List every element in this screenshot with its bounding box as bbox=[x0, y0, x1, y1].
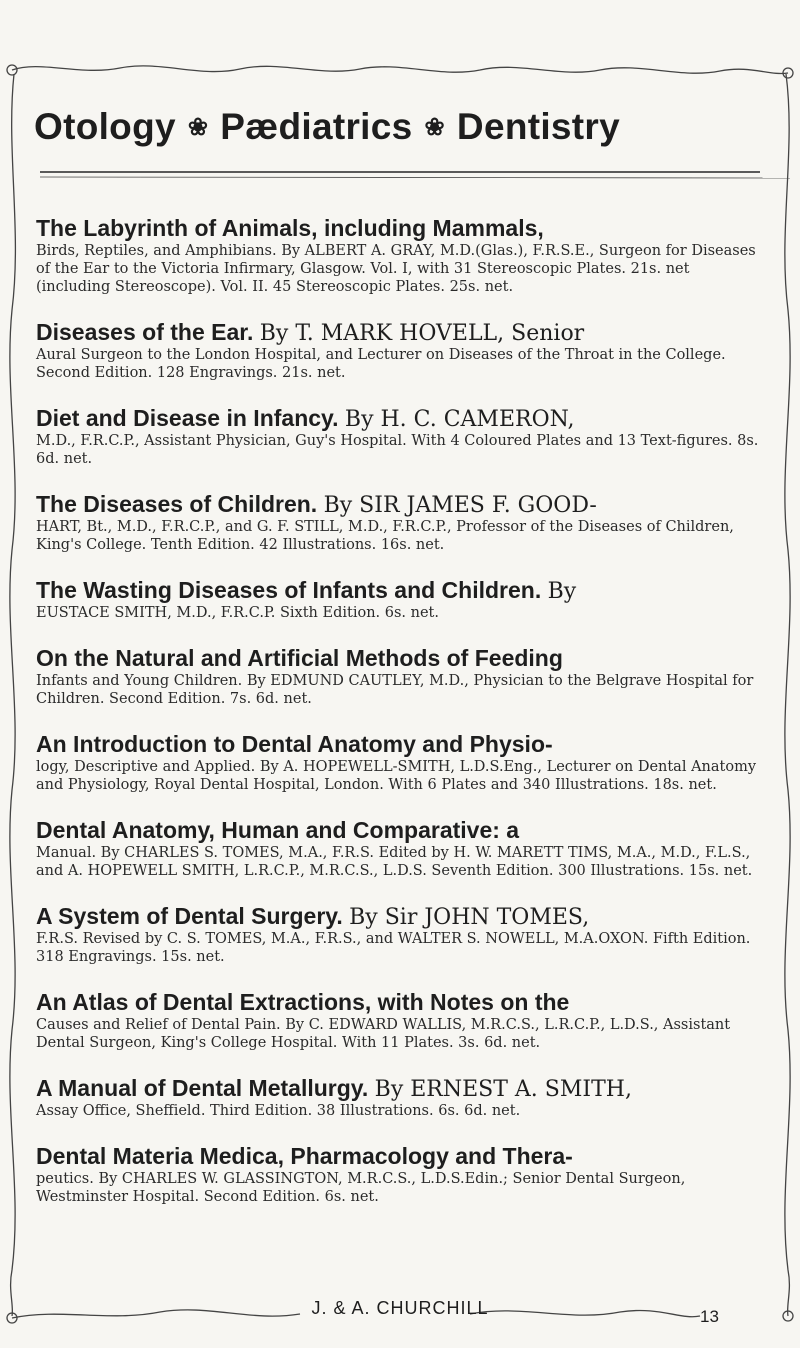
book-title: A Manual of Dental Metallurgy. By ERNEST A. SMITH, bbox=[36, 1075, 632, 1102]
heading-otology: Otology bbox=[34, 106, 176, 147]
book-title: An Atlas of Dental Extractions, with Notes on the bbox=[36, 989, 570, 1015]
book-description: Birds, Reptiles, and Amphibians. By ALBERT A. GRAY, M.D.(Glas.), F.R.S.E., Surgeon for Diseases of the Ear to the Victoria Infirmary, Glasgow. Vol. I, with 31 Stereoscopic Plates. 21s. net (including Stereoscope). Vol. II. 45 Stereoscopic Plates. 25s. net. bbox=[36, 243, 756, 295]
book-description: HART, Bt., M.D., F.R.C.P., and G. F. STILL, M.D., F.R.C.P., Professor of the Diseases of Children, King's College. Tenth Edition. 42 Illustrations. 16s. net. bbox=[36, 519, 734, 553]
heading-dentistry: Dentistry bbox=[456, 106, 620, 147]
book-entry bbox=[36, 1076, 764, 1120]
ornament-icon: ❀ bbox=[424, 114, 445, 141]
book-description: Assay Office, Sheffield. Third Edition. 38 Illustrations. 6s. 6d. net. bbox=[36, 1103, 521, 1119]
heading-paediatrics: Pædiatrics bbox=[220, 106, 413, 147]
book-list bbox=[36, 216, 764, 1230]
book-description: Infants and Young Children. By EDMUND CAUTLEY, M.D., Physician to the Belgrave Hospital for Children. Second Edition. 7s. 6d. net. bbox=[36, 673, 754, 707]
top-wavy-rule bbox=[12, 66, 788, 74]
right-wavy-rule bbox=[785, 74, 790, 1316]
book-title: Diseases of the Ear. By T. MARK HOVELL, Senior bbox=[36, 319, 585, 346]
book-title: The Diseases of Children. By SIR JAMES F. GOOD- bbox=[36, 491, 597, 518]
book-entry bbox=[36, 732, 764, 794]
book-title: The Labyrinth of Animals, including Mammals, bbox=[36, 215, 544, 241]
book-title: An Introduction to Dental Anatomy and Physio- bbox=[36, 731, 553, 757]
book-entry bbox=[36, 990, 764, 1052]
left-wavy-rule bbox=[10, 74, 16, 1316]
book-title: On the Natural and Artificial Methods of Feeding bbox=[36, 645, 563, 671]
book-entry bbox=[36, 646, 764, 708]
book-entry bbox=[36, 578, 764, 622]
book-entry bbox=[36, 406, 764, 468]
book-description: peutics. By CHARLES W. GLASSINGTON, M.R.C.S., L.D.S.Edin.; Senior Dental Surgeon, Westminster Hospital. Second Edition. 6s. net. bbox=[36, 1171, 686, 1205]
book-entry bbox=[36, 216, 764, 296]
book-description: Aural Surgeon to the London Hospital, and Lecturer on Diseases of the Throat in the College. Second Edition. 128 Engravings. 21s. net. bbox=[36, 347, 726, 381]
book-entry bbox=[36, 818, 764, 880]
book-entry bbox=[36, 904, 764, 966]
book-description: Manual. By CHARLES S. TOMES, M.A., F.R.S. Edited by H. W. MARETT TIMS, M.A., M.D., F.L.S., and A. HOPEWELL SMITH, L.R.C.P., M.R.C.S., L.D.S. Seventh Edition. 300 Illustrations. 15s. net. bbox=[36, 845, 753, 879]
page-heading bbox=[34, 106, 774, 148]
book-entry bbox=[36, 320, 764, 382]
heading-rule-thin bbox=[40, 177, 790, 178]
page-number: 13 bbox=[700, 1307, 719, 1326]
publisher-footer: J. & A. CHURCHILL bbox=[311, 1298, 489, 1318]
book-title: Diet and Disease in Infancy. By H. C. CAMERON, bbox=[36, 405, 575, 432]
book-title: The Wasting Diseases of Infants and Children. By bbox=[36, 577, 577, 604]
book-description: Causes and Relief of Dental Pain. By C. EDWARD WALLIS, M.R.C.S., L.R.C.P., L.D.S., Assistant Dental Surgeon, King's College Hospital. With 11 Plates. 3s. 6d. net. bbox=[36, 1017, 731, 1051]
book-description: EUSTACE SMITH, M.D., F.R.C.P. Sixth Edition. 6s. net. bbox=[36, 605, 439, 621]
book-entry bbox=[36, 1144, 764, 1206]
book-description: F.R.S. Revised by C. S. TOMES, M.A., F.R.S., and WALTER S. NOWELL, M.A.OXON. Fifth Edition. 318 Engravings. 15s. net. bbox=[36, 931, 751, 965]
book-description: M.D., F.R.C.P., Assistant Physician, Guy's Hospital. With 4 Coloured Plates and 13 Text-figures. 8s. 6d. net. bbox=[36, 433, 759, 467]
book-title: Dental Anatomy, Human and Comparative: a bbox=[36, 817, 520, 843]
book-description: logy, Descriptive and Applied. By A. HOPEWELL-SMITH, L.D.S.Eng., Lecturer on Dental Anatomy and Physiology, Royal Dental Hospital, London. With 6 Plates and 340 Illustrations. 18s. net. bbox=[36, 759, 757, 793]
book-entry bbox=[36, 492, 764, 554]
ornament-icon: ❀ bbox=[187, 114, 209, 141]
book-title: Dental Materia Medica, Pharmacology and Thera- bbox=[36, 1143, 573, 1169]
book-title: A System of Dental Surgery. By Sir JOHN TOMES, bbox=[36, 903, 590, 930]
